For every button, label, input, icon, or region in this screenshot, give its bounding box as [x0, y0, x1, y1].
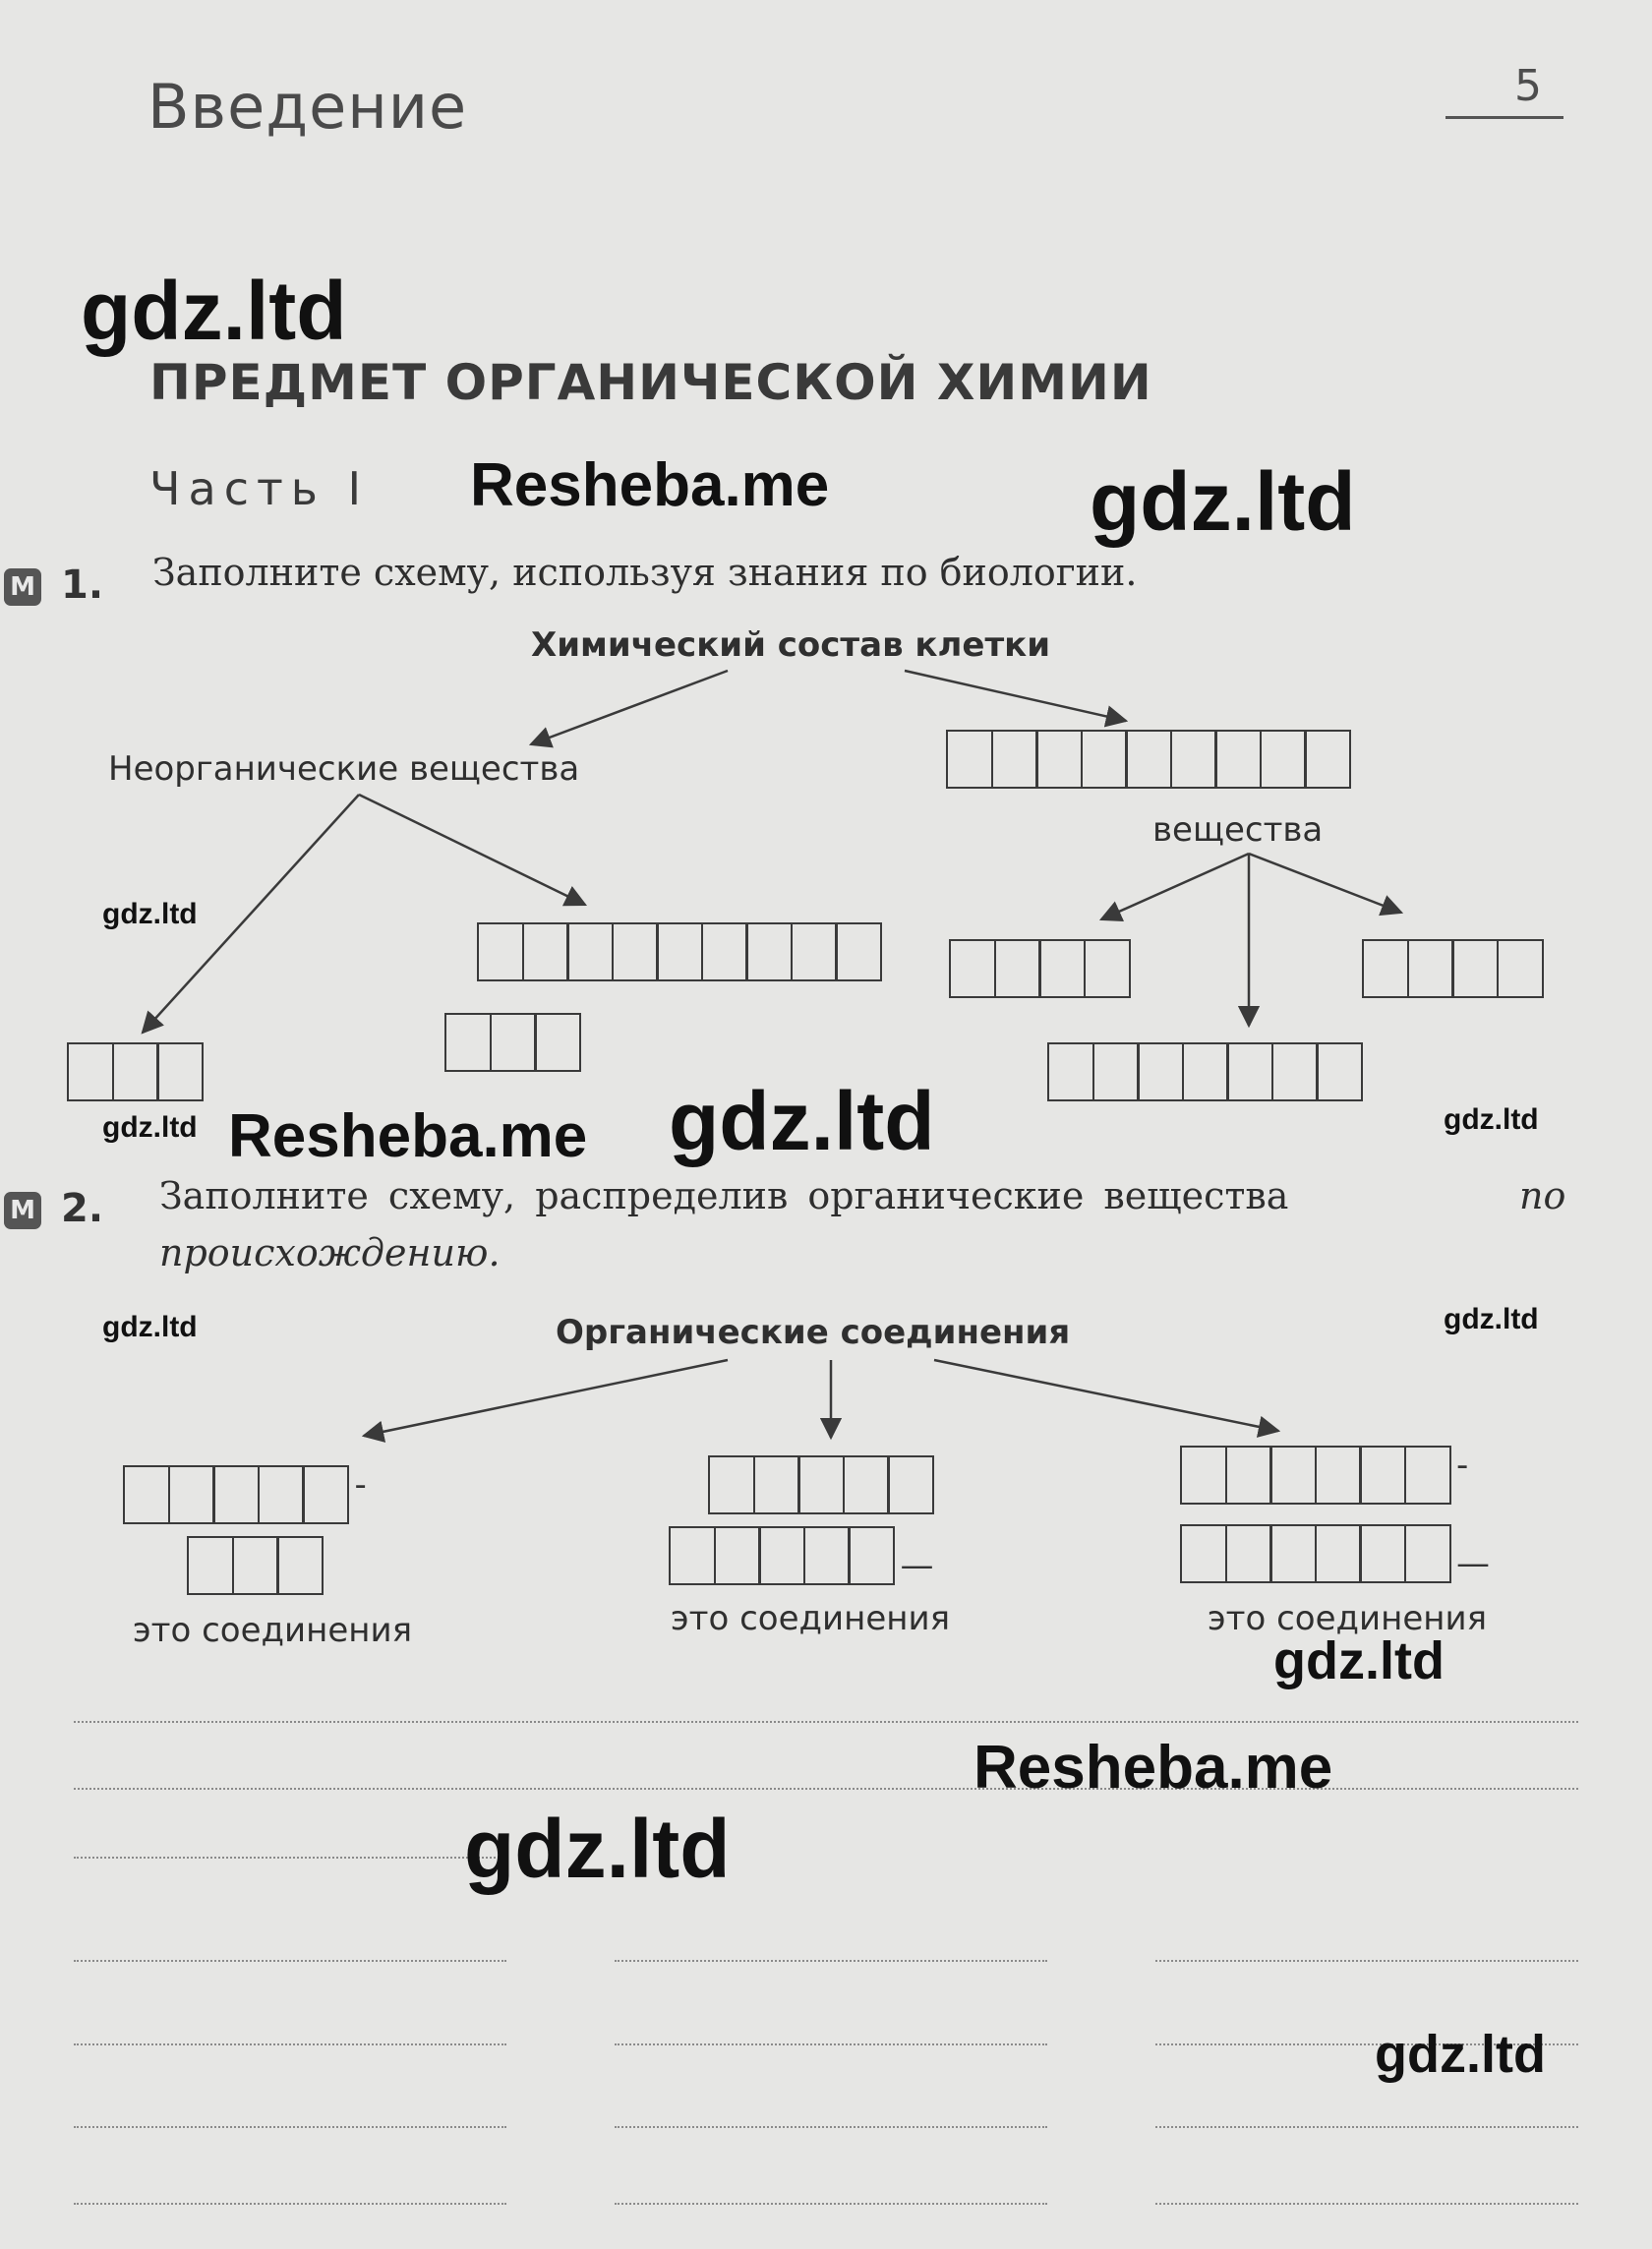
arrow-organic-right — [1249, 854, 1401, 913]
watermark-gdz: gdz.ltd — [1273, 1631, 1445, 1690]
answer-line[interactable] — [615, 2043, 1047, 2045]
arrow-to-organic — [905, 671, 1126, 721]
task1-number: 1. — [61, 562, 104, 608]
part-label: Часть I — [149, 462, 370, 515]
watermark-gdz: gdz.ltd — [1444, 1303, 1539, 1335]
answer-line[interactable] — [74, 2043, 506, 2045]
watermark-gdz: gdz.ltd — [81, 265, 347, 357]
m-badge-icon: М — [4, 1192, 41, 1229]
answer-line[interactable] — [74, 1788, 1578, 1790]
arrow-left-group — [364, 1360, 728, 1436]
hyphen: - — [354, 1465, 367, 1505]
answer-line[interactable] — [615, 1960, 1047, 1962]
answer-line[interactable] — [74, 2203, 506, 2205]
scheme1-arrows — [143, 671, 1401, 1033]
watermark-gdz: gdz.ltd — [102, 1111, 198, 1144]
watermark-resheba: Resheba.me — [974, 1734, 1333, 1802]
task2-text-tail: по — [1519, 1174, 1566, 1217]
hyphen: - — [1456, 1446, 1469, 1485]
watermark-gdz: gdz.ltd — [669, 1075, 935, 1167]
dash: — — [900, 1546, 934, 1585]
scheme2-arrows — [364, 1360, 1278, 1438]
answer-line[interactable] — [1155, 2126, 1578, 2128]
chapter-title: Введение — [148, 71, 468, 143]
answer-line[interactable] — [1155, 2203, 1578, 2205]
scheme2-caption-middle: это соединения — [671, 1599, 951, 1638]
watermark-resheba: Resheba.me — [228, 1102, 588, 1170]
answer-line[interactable] — [74, 1721, 1578, 1723]
watermark-gdz: gdz.ltd — [1375, 2025, 1546, 2084]
scheme2-caption-left: это соединения — [133, 1611, 413, 1650]
answer-line[interactable] — [1155, 1960, 1578, 1962]
arrow-right-group — [934, 1360, 1278, 1431]
topic-title: ПРЕДМЕТ ОРГАНИЧЕСКОЙ ХИМИИ — [149, 354, 1152, 411]
arrow-to-inorganic — [531, 671, 728, 744]
arrow-organic-left — [1101, 854, 1249, 919]
answer-line[interactable] — [74, 2126, 506, 2128]
answer-line[interactable] — [615, 2126, 1047, 2128]
answer-line[interactable] — [74, 1960, 506, 1962]
answer-line[interactable] — [74, 1857, 506, 1859]
arrow-inorganic-right — [359, 795, 585, 905]
watermark-gdz: gdz.ltd — [464, 1803, 731, 1895]
scheme1-inorganic-label: Неорганические вещества — [108, 749, 580, 789]
task2-text: Заполните схему, распределив органические вещества — [159, 1174, 1289, 1217]
task2-number: 2. — [61, 1186, 104, 1231]
scheme1-organic-suffix: вещества — [1152, 810, 1324, 850]
scheme1-root-label: Химический состав клетки — [531, 625, 1051, 665]
page-number: 5 — [1514, 61, 1542, 111]
m-badge-icon: М — [4, 568, 41, 606]
watermark-gdz: gdz.ltd — [1444, 1103, 1539, 1136]
task2-text-line2: происхождению. — [159, 1231, 501, 1274]
scheme2-root-label: Органические соединения — [556, 1313, 1071, 1352]
watermark-resheba: Resheba.me — [470, 451, 830, 519]
answer-line[interactable] — [615, 2203, 1047, 2205]
scheme2-caption-right: это соединения — [1208, 1599, 1488, 1638]
watermark-gdz: gdz.ltd — [1090, 455, 1356, 548]
task1-text: Заполните схему, используя знания по биологии. — [152, 551, 1138, 594]
watermark-gdz: gdz.ltd — [102, 1311, 198, 1343]
dash: — — [1456, 1544, 1490, 1583]
watermark-gdz: gdz.ltd — [102, 898, 198, 930]
